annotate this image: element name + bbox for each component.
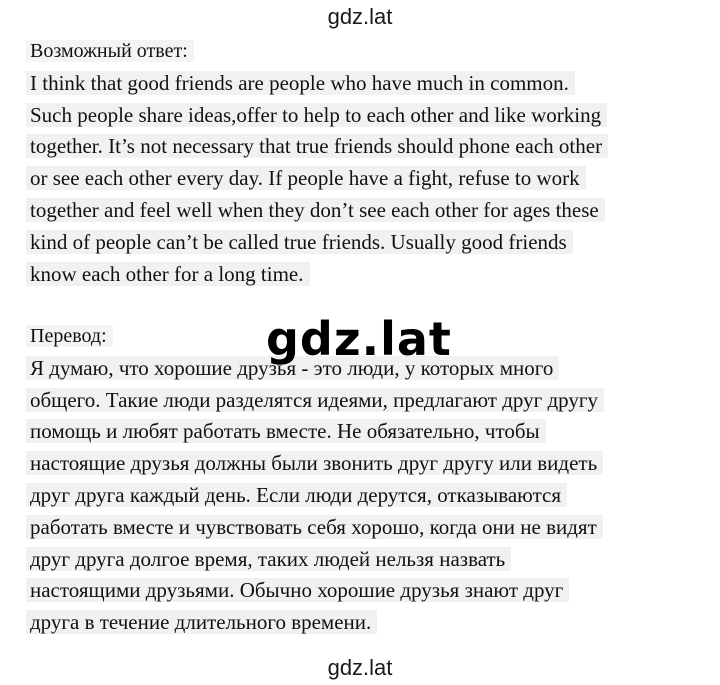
answer-heading: Возможный ответ: <box>26 36 608 68</box>
watermark-top: gdz.lat <box>327 4 393 29</box>
translation-line: настоящие друзья должны были звонить друг другу или видеть <box>26 448 604 480</box>
translation-line: Я думаю, что хорошие друзья - это люди, у которых много <box>26 353 604 385</box>
answer-line: together and feel well when they don’t see each other for ages these <box>26 195 608 227</box>
translation-line: друга в течение длительного времени. <box>26 607 604 639</box>
translation-section <box>26 321 604 639</box>
translation-heading: Перевод: <box>26 321 604 353</box>
translation-line: работать вместе и чувствовать себя хорошо, когда они не видят <box>26 512 604 544</box>
translation-line: общего. Такие люди разделятся идеями, предлагают друг другу <box>26 385 604 417</box>
answer-line: Such people share ideas,offer to help to each other and like working <box>26 100 608 132</box>
translation-line: друг друга долгое время, таких людей нельзя назвать <box>26 544 604 576</box>
translation-line: друг друга каждый день. Если люди дерутся, отказываются <box>26 480 604 512</box>
answer-line: I think that good friends are people who have much in common. <box>26 68 608 100</box>
answer-line: or see each other every day. If people have a fight, refuse to work <box>26 163 608 195</box>
answer-section <box>26 36 608 290</box>
answer-line: together. It’s not necessary that true friends should phone each other <box>26 131 608 163</box>
answer-line: kind of people can’t be called true friends. Usually good friends <box>26 227 608 259</box>
translation-line: помощь и любят работать вместе. Не обязательно, чтобы <box>26 416 604 448</box>
watermark-center: gdz.lat <box>266 312 452 366</box>
watermark-bottom: gdz.lat <box>327 655 393 680</box>
answer-line: know each other for a long time. <box>26 259 608 291</box>
translation-line: настоящими друзьями. Обычно хорошие друзья знают друг <box>26 575 604 607</box>
